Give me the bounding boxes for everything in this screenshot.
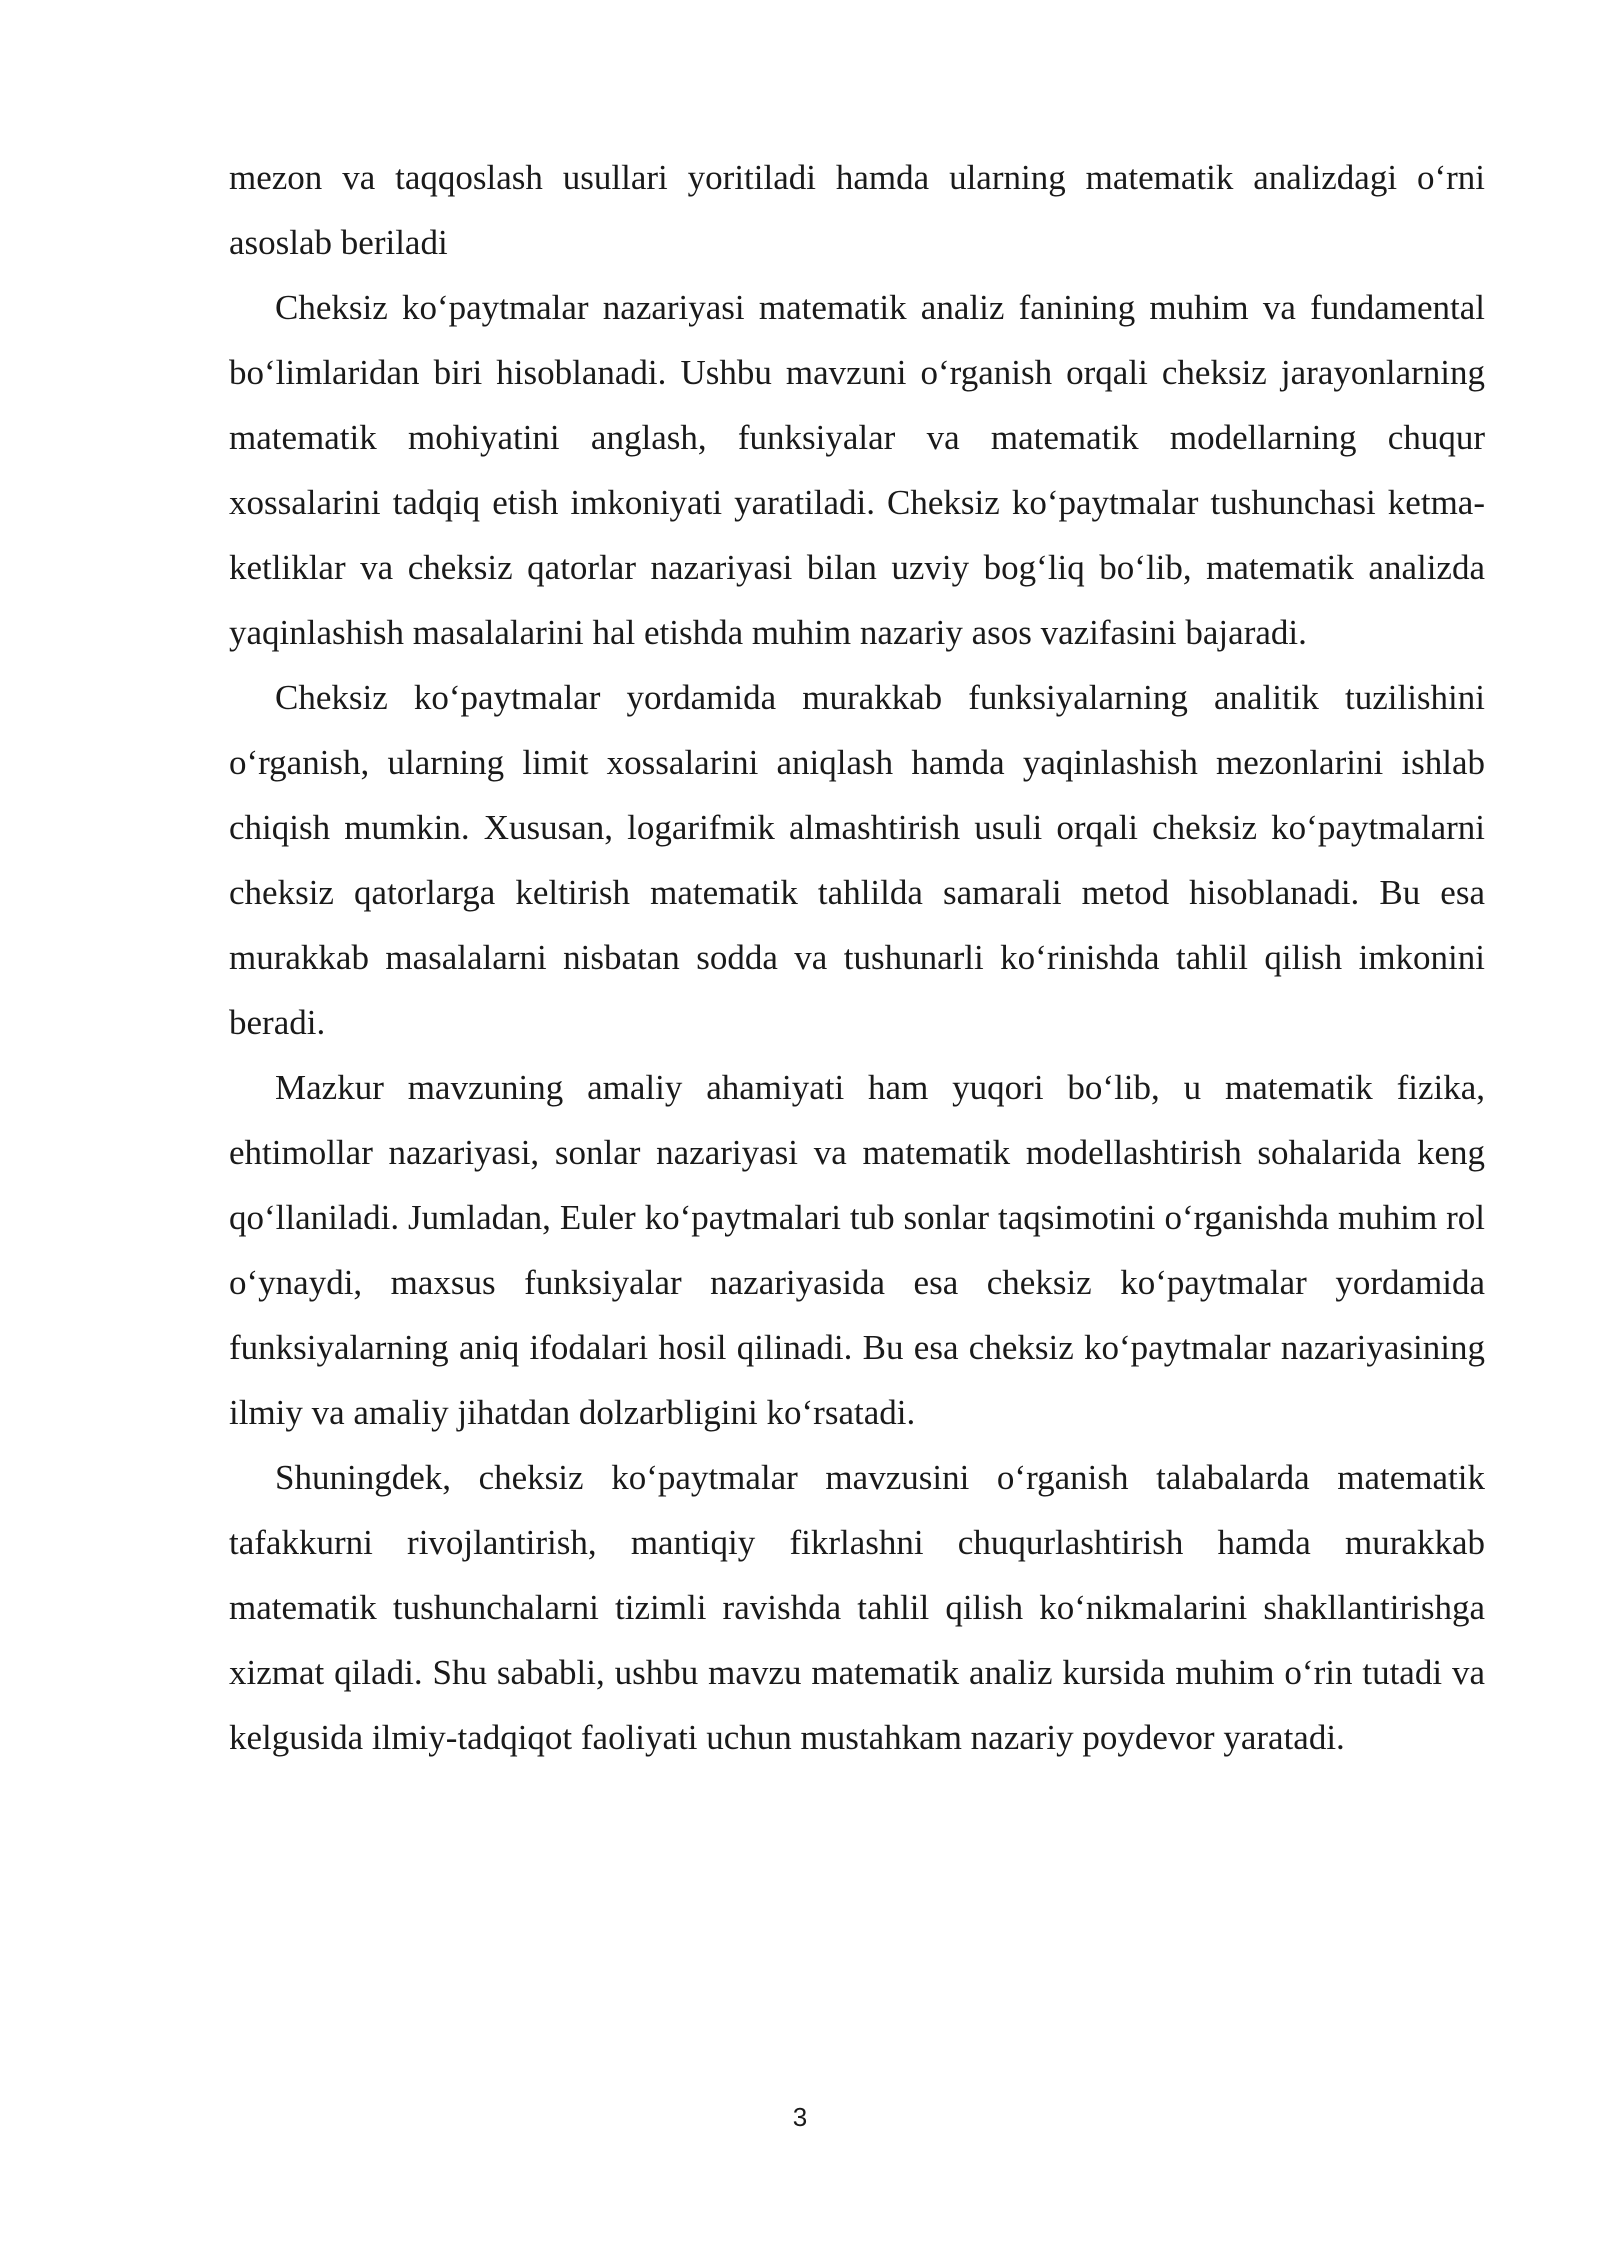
paragraph-continuation: mezon va taqqoslash usullari yoritiladi hamda ularning matematik analizdagi o‘rni asoslab beriladi (229, 158, 1485, 262)
paragraph-methods: Cheksiz ko‘paytmalar yordamida murakkab funksiyalarning analitik tuzilishini o‘rganish, ularning limit xossalarini aniqlash hamda yaqinlashish mezonlarini ishlab chiqish mumkin. Xususan, logarifmik almashtirish usuli orqali cheksiz ko‘paytmalarni cheksiz qatorlarga keltirish matematik tahlilda samarali metod hisoblanadi. Bu esa murakkab masalalarni nisbatan sodda va tushunarli ko‘rinishda tahlil qilish imkonini beradi. (229, 678, 1485, 1042)
body-text (229, 145, 1485, 1770)
paragraph-introduction: Cheksiz ko‘paytmalar nazariyasi matematik analiz fanining muhim va fundamental bo‘limlaridan biri hisoblanadi. Ushbu mavzuni o‘rganish orqali cheksiz jarayonlarning matematik mohiyatini anglash, funksiyalar va matematik modellarning chuqur xossalarini tadqiq etish imkoniyati yaratiladi. Cheksiz ko‘paytmalar tushunchasi ketma-ketliklar va cheksiz qatorlar nazariyasi bilan uzviy bog‘liq bo‘lib, matematik analizda yaqinlashish masalalarini hal etishda muhim nazariy asos vazifasini bajaradi. (229, 288, 1485, 652)
paragraph-conclusion: Shuningdek, cheksiz ko‘paytmalar mavzusini o‘rganish talabalarda matematik tafakkurni rivojlantirish, mantiqiy fikrlashni chuqurlashtirish hamda murakkab matematik tushunchalarni tizimli ravishda tahlil qilish ko‘nikmalarini shakllantirishga xizmat qiladi. Shu sababli, ushbu mavzu matematik analiz kursida muhim o‘rin tutadi va kelgusida ilmiy-tadqiqot faoliyati uchun mustahkam nazariy poydevor yaratadi. (229, 1458, 1485, 1757)
page-number: 3 (792, 2102, 808, 2132)
paragraph-applications: Mazkur mavzuning amaliy ahamiyati ham yuqori bo‘lib, u matematik fizika, ehtimollar nazariyasi, sonlar nazariyasi va matematik modellashtirish sohalarida keng qo‘llaniladi. Jumladan, Euler ko‘paytmalari tub sonlar taqsimotini o‘rganishda muhim rol o‘ynaydi, maxsus funksiyalar nazariyasida esa cheksiz ko‘paytmalar yordamida funksiyalarning aniq ifodalari hosil qilinadi. Bu esa cheksiz ko‘paytmalar nazariyasining ilmiy va amaliy jihatdan dolzarbligini ko‘rsatadi. (229, 1068, 1485, 1432)
